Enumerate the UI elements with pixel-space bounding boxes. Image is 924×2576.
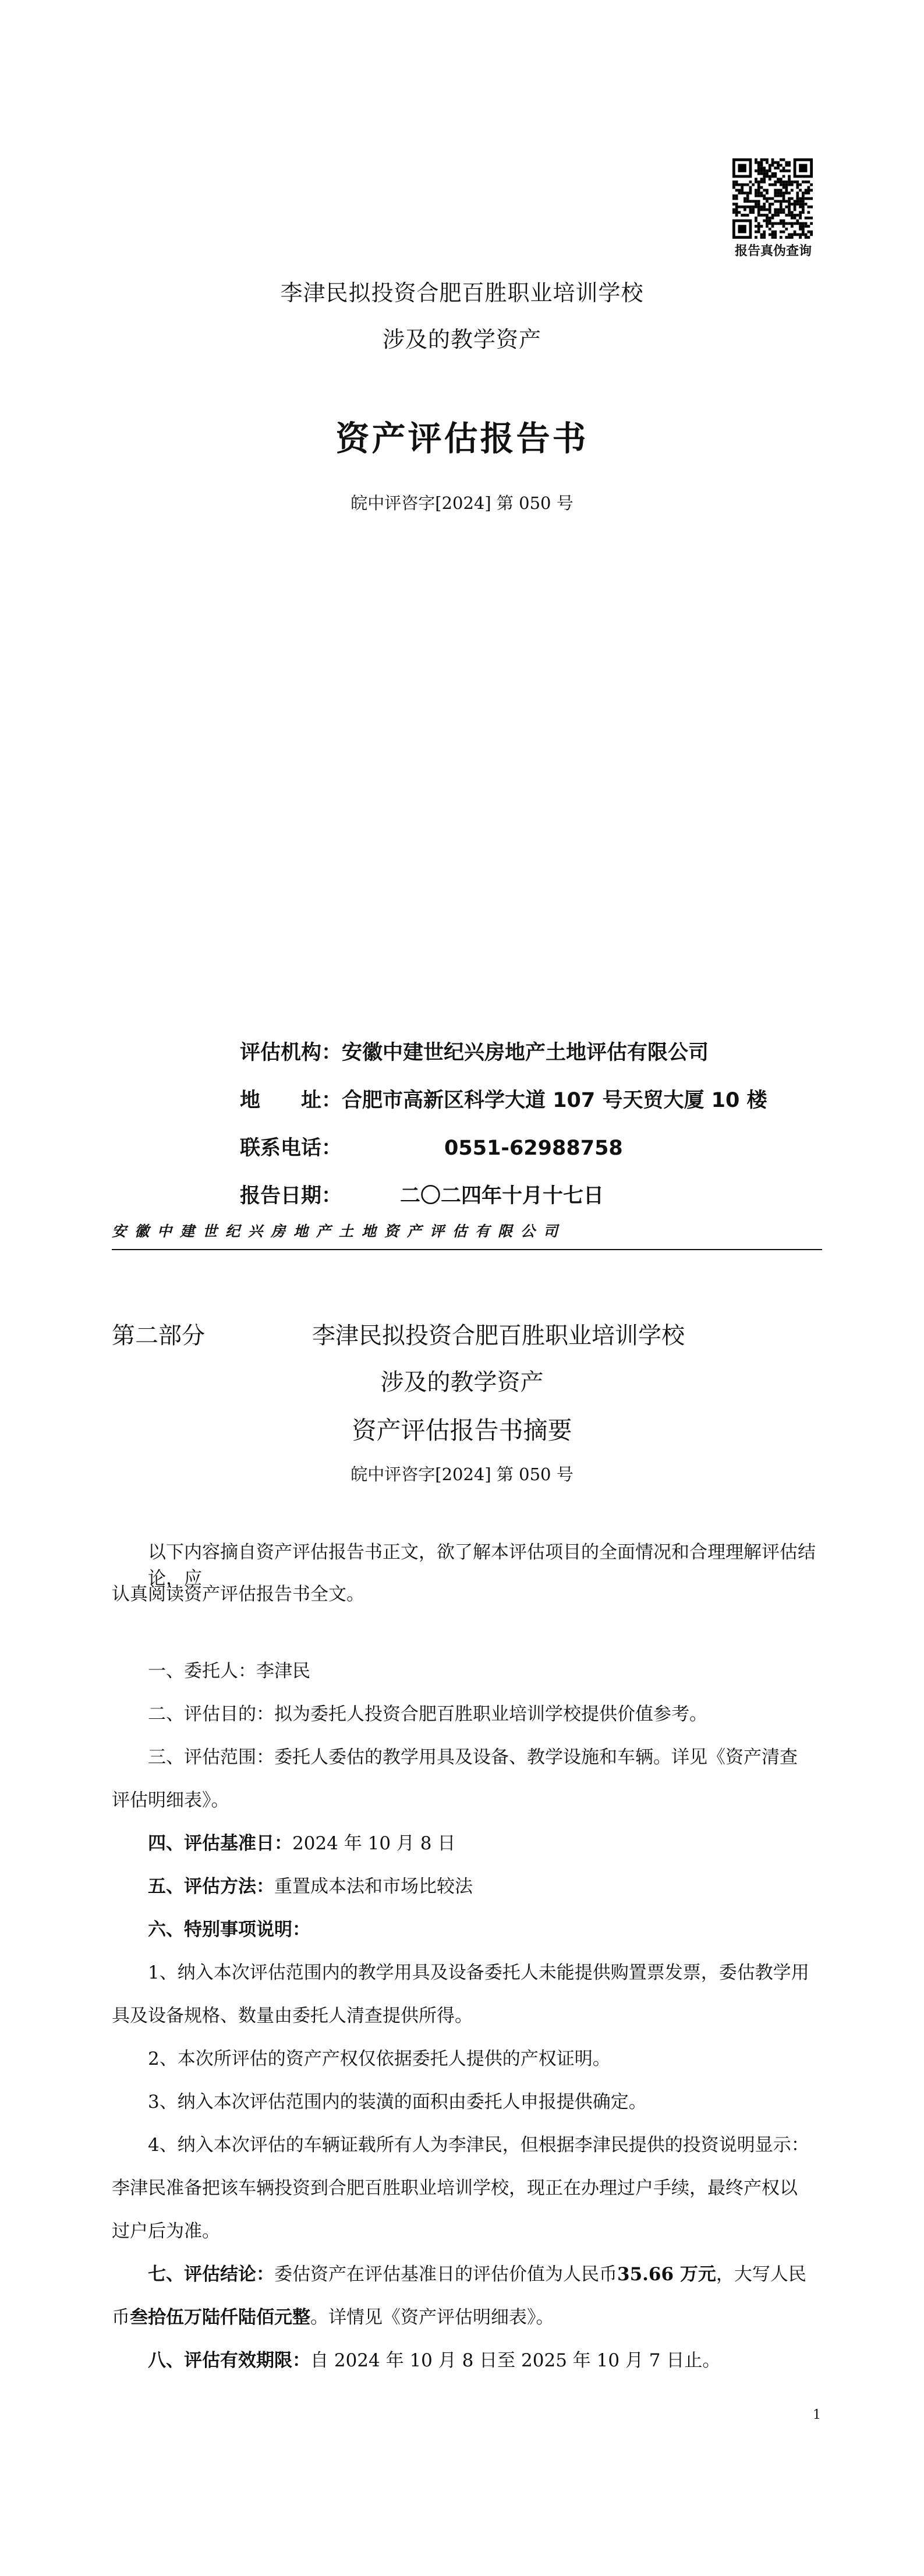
info-address-row [240, 1084, 767, 1113]
info-date-label: 报告日期： [240, 1184, 342, 1208]
item4-label: 四、评估基准日： [148, 1833, 292, 1854]
info-agency-label: 评估机构： [240, 1041, 342, 1064]
footer-company-name: 安徽中建世纪兴房地产土地资产评估有限公司 [112, 1223, 567, 1240]
summary-title-line1: 李津民拟投资合肥百胜职业培训学校 [312, 1322, 685, 1349]
item8-value: 自 2024 年 10 月 8 日至 2025 年 10 月 7 日止。 [310, 2350, 721, 2371]
summary-item1 [148, 1656, 823, 1682]
item2-label: 二、评估目的： [148, 1704, 274, 1725]
info-phone-label: 联系电话： [240, 1137, 342, 1160]
item1-value: 李津民 [256, 1661, 310, 1682]
summary-item8 [148, 2345, 823, 2372]
qr-code-image [732, 158, 813, 239]
summary-item7-line2 [112, 2302, 822, 2329]
cover-doc-number: 皖中评咨字[2024] 第 050 号 [351, 493, 573, 513]
summary-intro-line2: 认真阅读资产评估报告书全文。 [112, 1584, 364, 1605]
info-agency-row [240, 1036, 709, 1066]
note2: 2、本次所评估的资产产权仅依据委托人提供的产权证明。 [148, 2048, 611, 2069]
item2-value: 拟为委托人投资合肥百胜职业培训学校提供价值参考。 [274, 1704, 707, 1725]
info-date-row [240, 1180, 604, 1209]
info-agency-value: 安徽中建世纪兴房地产土地评估有限公司 [342, 1041, 709, 1064]
note1-line2: 具及设备规格、数量由委托人清查提供所得。 [112, 2005, 473, 2026]
item1-label: 一、委托人： [148, 1661, 256, 1682]
item7-text-b: ，大写人民 [716, 2264, 806, 2285]
summary-title-line2: 涉及的教学资产 [380, 1369, 544, 1396]
item7-label: 七、评估结论： [148, 2264, 274, 2285]
summary-item7-line1 [148, 2259, 823, 2285]
summary-doc-number: 皖中评咨字[2024] 第 050 号 [351, 1464, 573, 1484]
footer-divider [112, 1249, 822, 1250]
note4-line2: 李津民准备把该车辆投资到合肥百胜职业培训学校，现正在办理过户手续，最终产权以 [112, 2178, 798, 2199]
item5-label: 五、评估方法： [148, 1876, 274, 1897]
summary-item3 [148, 1742, 823, 1768]
note3: 3、纳入本次评估范围内的装潢的面积由委托人申报提供确定。 [148, 2092, 647, 2113]
item7-text-a: 委估资产在评估基准日的评估价值为人民币 [274, 2264, 617, 2285]
note1-line1: 1、纳入本次评估范围内的教学用具及设备委托人未能提供购置票发票，委估教学用 [148, 1962, 809, 1983]
qr-caption: 报告真伪查询 [734, 243, 812, 259]
summary-main-title: 资产评估报告书摘要 [352, 1416, 572, 1445]
cover-title-line1: 李津民拟投资合肥百胜职业培训学校 [280, 280, 644, 306]
note4-line1: 4、纳入本次评估的车辆证载所有人为李津民，但根据李津民提供的投资说明显示： [148, 2135, 809, 2156]
summary-part-label: 第二部分 [112, 1322, 205, 1349]
item3-label: 三、评估范围： [148, 1747, 274, 1768]
item7-amount-cn: 叁拾伍万陆仟陆佰元整 [130, 2307, 310, 2328]
item3-value-line1: 委托人委估的教学用具及设备、教学设施和车辆。详见《资产清查 [274, 1747, 798, 1768]
item3-value-line2: 评估明细表》。 [112, 1790, 229, 1811]
item5-value: 重置成本法和市场比较法 [274, 1876, 473, 1897]
summary-item2 [148, 1699, 823, 1725]
summary-intro-line1: 以下内容摘自资产评估报告书正文，欲了解本评估项目的全面情况和合理理解评估结论，应 [148, 1542, 816, 1589]
info-date-value: 二〇二四年十月十七日 [400, 1184, 604, 1208]
page-number: 1 [813, 2408, 821, 2422]
info-address-value: 合肥市高新区科学大道 107 号天贸大厦 10 楼 [342, 1089, 767, 1112]
qr-code-icon [732, 158, 813, 239]
info-address-label: 地 址： [240, 1089, 342, 1112]
info-phone-value: 0551-62988758 [444, 1137, 623, 1160]
item8-label: 八、评估有效期限： [148, 2350, 310, 2371]
summary-item5 [148, 1871, 823, 1898]
item7-text-d: 。详情见《资产评估明细表》。 [310, 2307, 554, 2328]
info-phone-row [240, 1132, 623, 1161]
item7-text-c: 币 [112, 2307, 130, 2328]
cover-main-title: 资产评估报告书 [335, 419, 589, 458]
item7-amount: 35.66 万元 [617, 2264, 716, 2285]
note4-line3: 过户后为准。 [112, 2221, 220, 2242]
item4-value: 2024 年 10 月 8 日 [292, 1833, 456, 1854]
summary-item6-label: 六、特别事项说明： [148, 1919, 310, 1940]
cover-title-line2: 涉及的教学资产 [382, 327, 541, 352]
summary-item4 [148, 1828, 823, 1855]
